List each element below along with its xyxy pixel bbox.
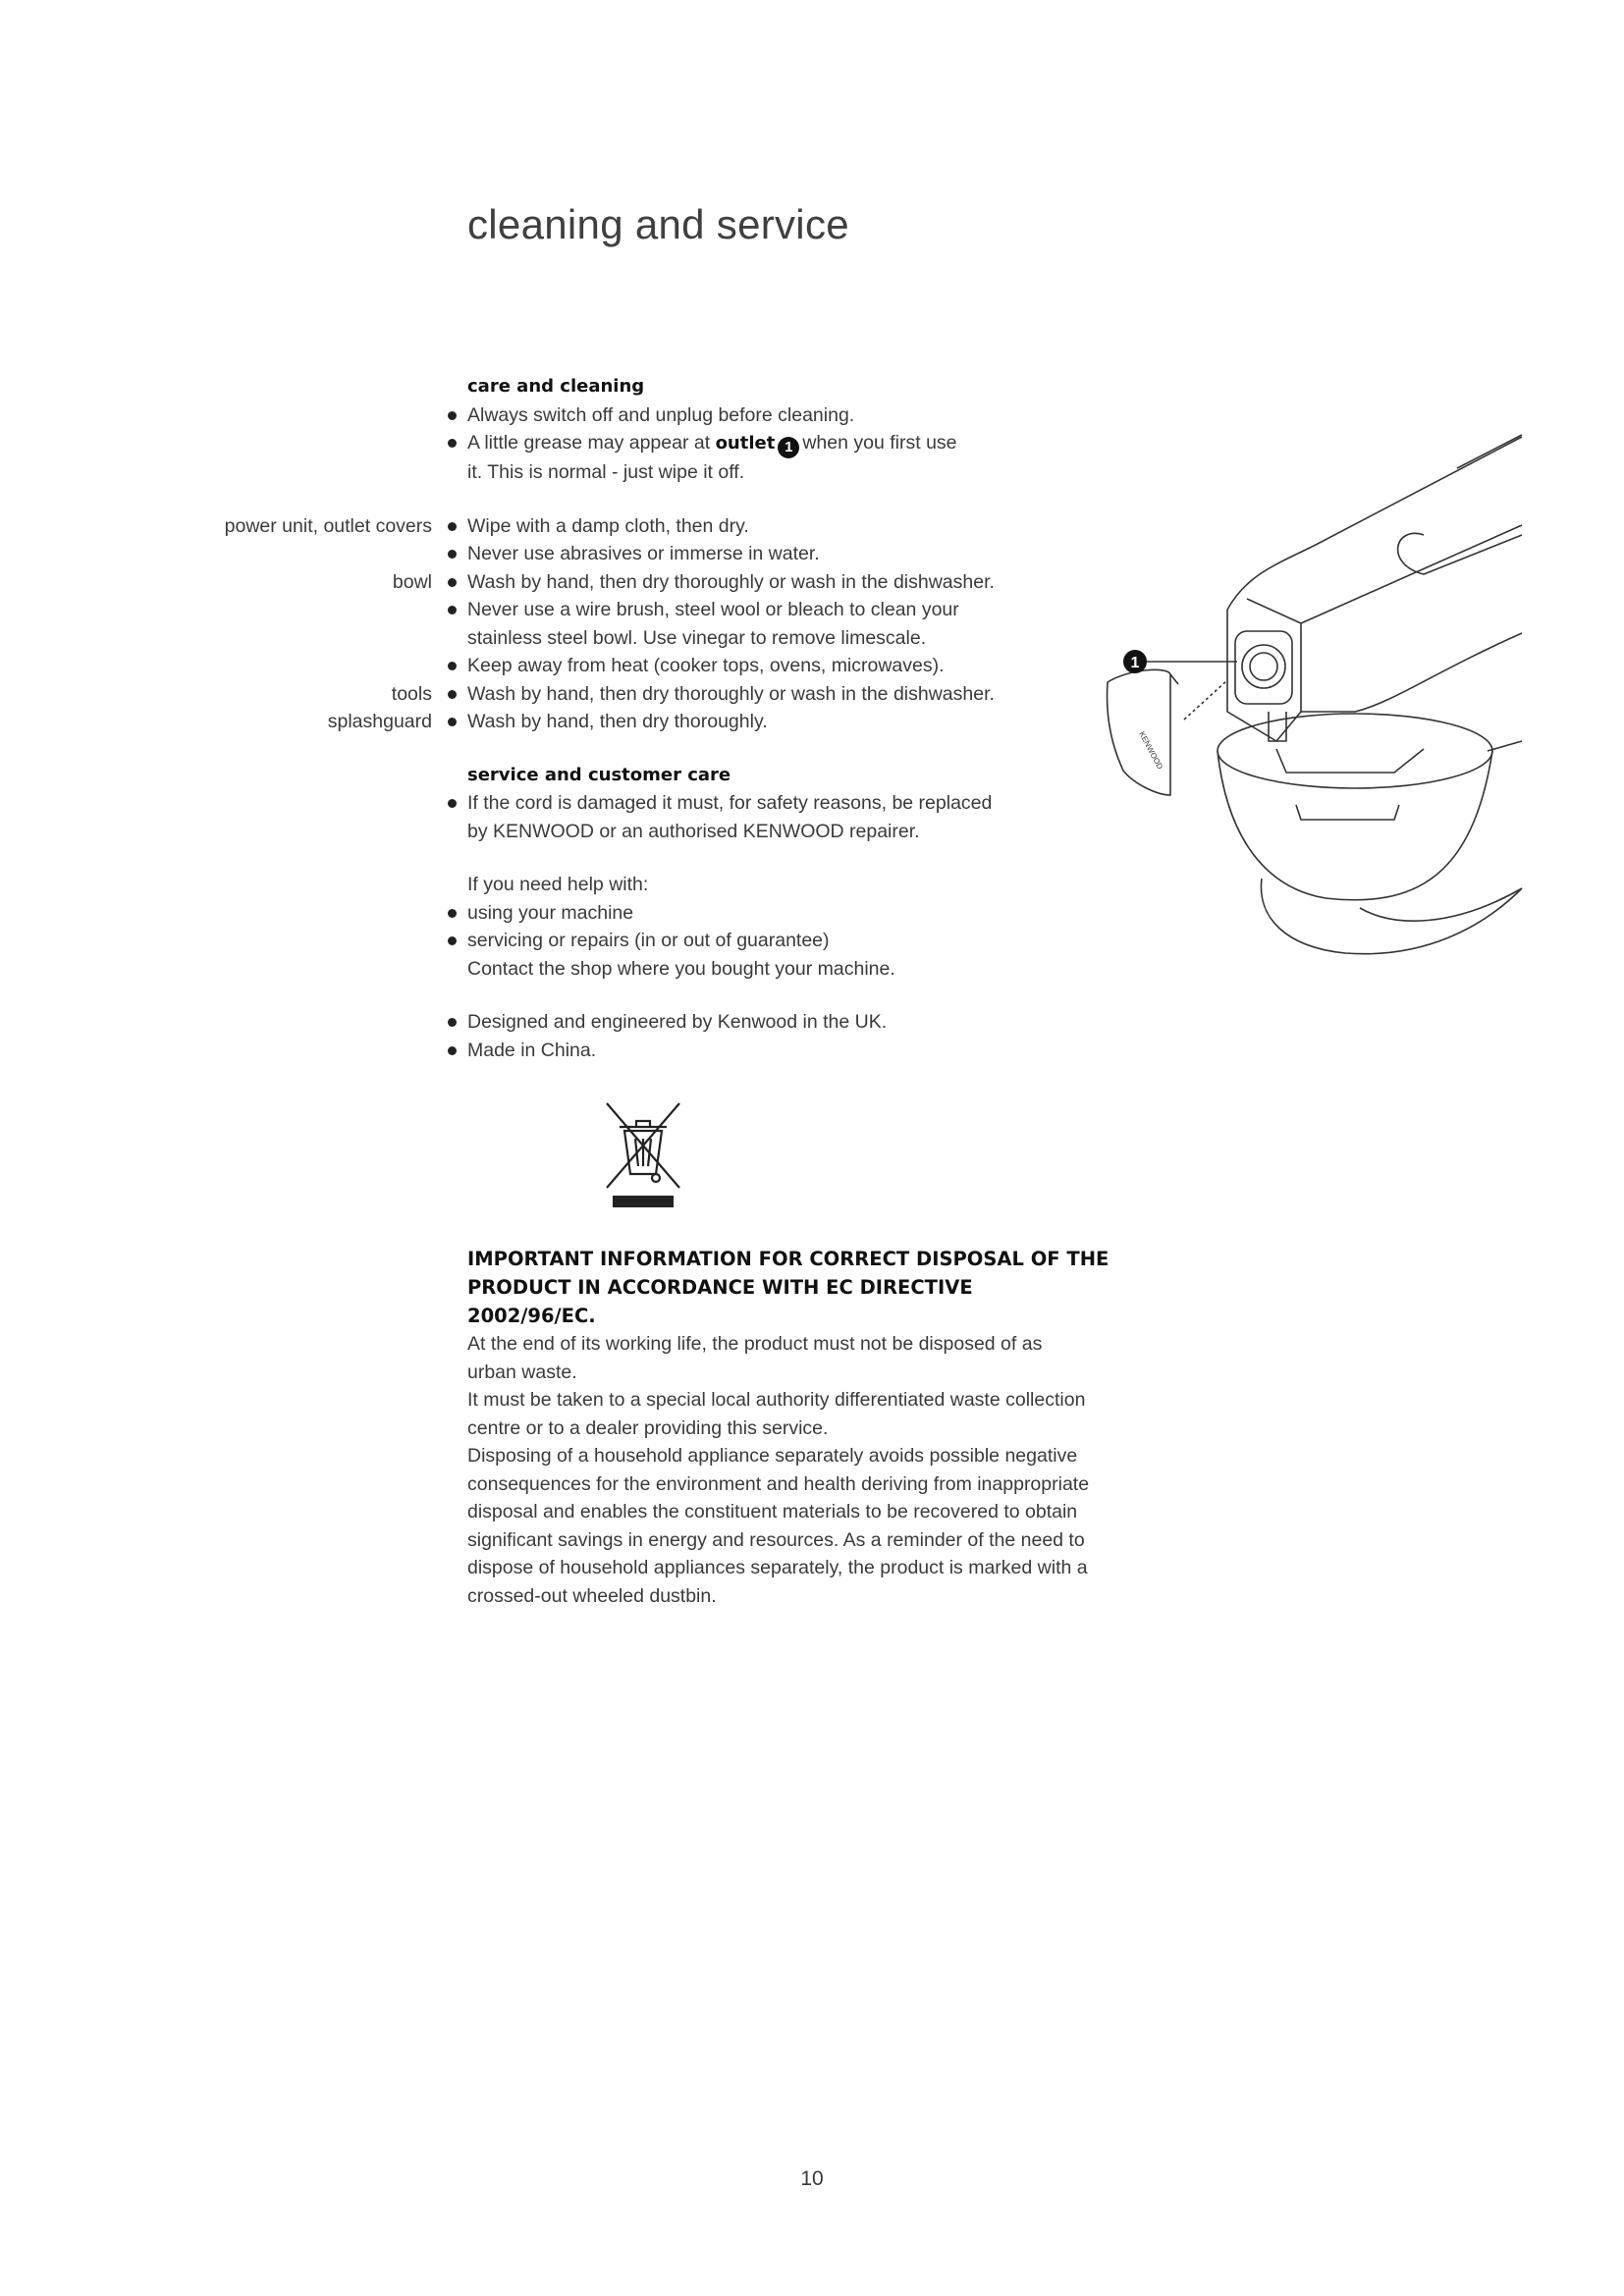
- service-item-cord-cont: by KENWOOD or an authorised KENWOOD repairer.: [467, 820, 920, 842]
- splashguard-text-1: Wash by hand, then dry thoroughly.: [467, 711, 768, 732]
- disposal-body: [467, 1330, 1174, 1610]
- main-content: [224, 373, 1174, 1064]
- cover-brand-text: KENWOOD: [1137, 729, 1165, 772]
- crossed-out-bin-icon: [603, 1097, 683, 1207]
- disposal-line: It must be taken to a special local authority differentiated waste collection: [467, 1389, 1086, 1411]
- tools-label: tools: [391, 682, 432, 705]
- care-item-grease-cont: it. This is normal - just wipe it off.: [467, 461, 745, 483]
- callout-number-1: 1: [1130, 655, 1140, 671]
- care-item-grease: [467, 429, 1174, 458]
- bowl-item-wire-brush: Never use a wire brush, steel wool or bleach to clean your: [467, 596, 1174, 624]
- splashguard-label: splashguard: [327, 711, 432, 732]
- disposal-line: At the end of its working life, the product must not be disposed of as: [467, 1333, 1043, 1355]
- power-unit-label: power unit, outlet covers: [224, 514, 432, 537]
- bowl-item-wash: [392, 568, 1174, 597]
- help-intro: If you need help with:: [467, 874, 649, 895]
- designed-item: Designed and engineered by Kenwood in the UK.: [467, 1008, 1174, 1037]
- disposal-heading-3: 2002/96/EC.: [467, 1305, 596, 1327]
- bowl-label: bowl: [392, 570, 432, 593]
- stand-mixer-illustration: [1100, 417, 1532, 996]
- made-item: Made in China.: [467, 1037, 1174, 1065]
- splashguard-item-wash: [327, 708, 1174, 736]
- disposal-heading-2: PRODUCT IN ACCORDANCE WITH EC DIRECTIVE: [467, 1276, 973, 1299]
- tools-text-1: Wash by hand, then dry thoroughly or wash in the dishwasher.: [467, 682, 995, 705]
- disposal-line: crossed-out wheeled dustbin.: [467, 1584, 717, 1607]
- disposal-line: Disposing of a household appliance separately avoids possible negative: [467, 1445, 1078, 1467]
- help-item-using: using your machine: [467, 899, 1174, 928]
- page-title: cleaning and service: [467, 201, 849, 247]
- service-heading: service and customer care: [467, 764, 731, 785]
- care-item-grease-pre: A little grease may appear at: [467, 432, 711, 454]
- disposal-section: [467, 1245, 1174, 1610]
- outlet-callout-number: 1: [778, 437, 799, 458]
- disposal-heading-1: IMPORTANT INFORMATION FOR CORRECT DISPOSAL OF THE: [467, 1248, 1110, 1270]
- disposal-line: centre or to a dealer providing this service.: [467, 1416, 829, 1439]
- disposal-line: significant savings in energy and resources. As a reminder of the need to: [467, 1528, 1085, 1551]
- bowl-item-wire-brush-cont: stainless steel bowl. Use vinegar to remove limescale.: [467, 626, 927, 649]
- disposal-line: consequences for the environment and health deriving from inappropriate: [467, 1472, 1090, 1495]
- bowl-item-heat: Keep away from heat (cooker tops, ovens, microwaves).: [467, 652, 1174, 680]
- disposal-line: urban waste.: [467, 1361, 577, 1383]
- outlet-term: outlet: [715, 433, 776, 454]
- care-item-unplug: Always switch off and unplug before cleaning.: [467, 401, 1174, 430]
- power-unit-item-abrasives: Never use abrasives or immerse in water.: [467, 540, 1174, 568]
- service-item-cord: If the cord is damaged it must, for safety reasons, be replaced: [467, 789, 1174, 818]
- power-unit-item-wipe: [224, 512, 1174, 541]
- disposal-line: disposal and enables the constituent materials to be recovered to obtain: [467, 1501, 1078, 1522]
- care-item-grease-post: when you first use: [802, 432, 957, 454]
- help-item-servicing: servicing or repairs (in or out of guarantee): [467, 927, 1174, 955]
- care-heading: care and cleaning: [467, 376, 645, 397]
- page-number: 10: [800, 2167, 824, 2190]
- bowl-text-1: Wash by hand, then dry thoroughly or wash in the dishwasher.: [467, 570, 995, 593]
- tools-item-wash: [391, 680, 1174, 709]
- disposal-line: dispose of household appliances separately, the product is marked with a: [467, 1557, 1088, 1578]
- help-contact: Contact the shop where you bought your machine.: [467, 957, 895, 980]
- power-unit-text-1: Wipe with a damp cloth, then dry.: [467, 514, 749, 537]
